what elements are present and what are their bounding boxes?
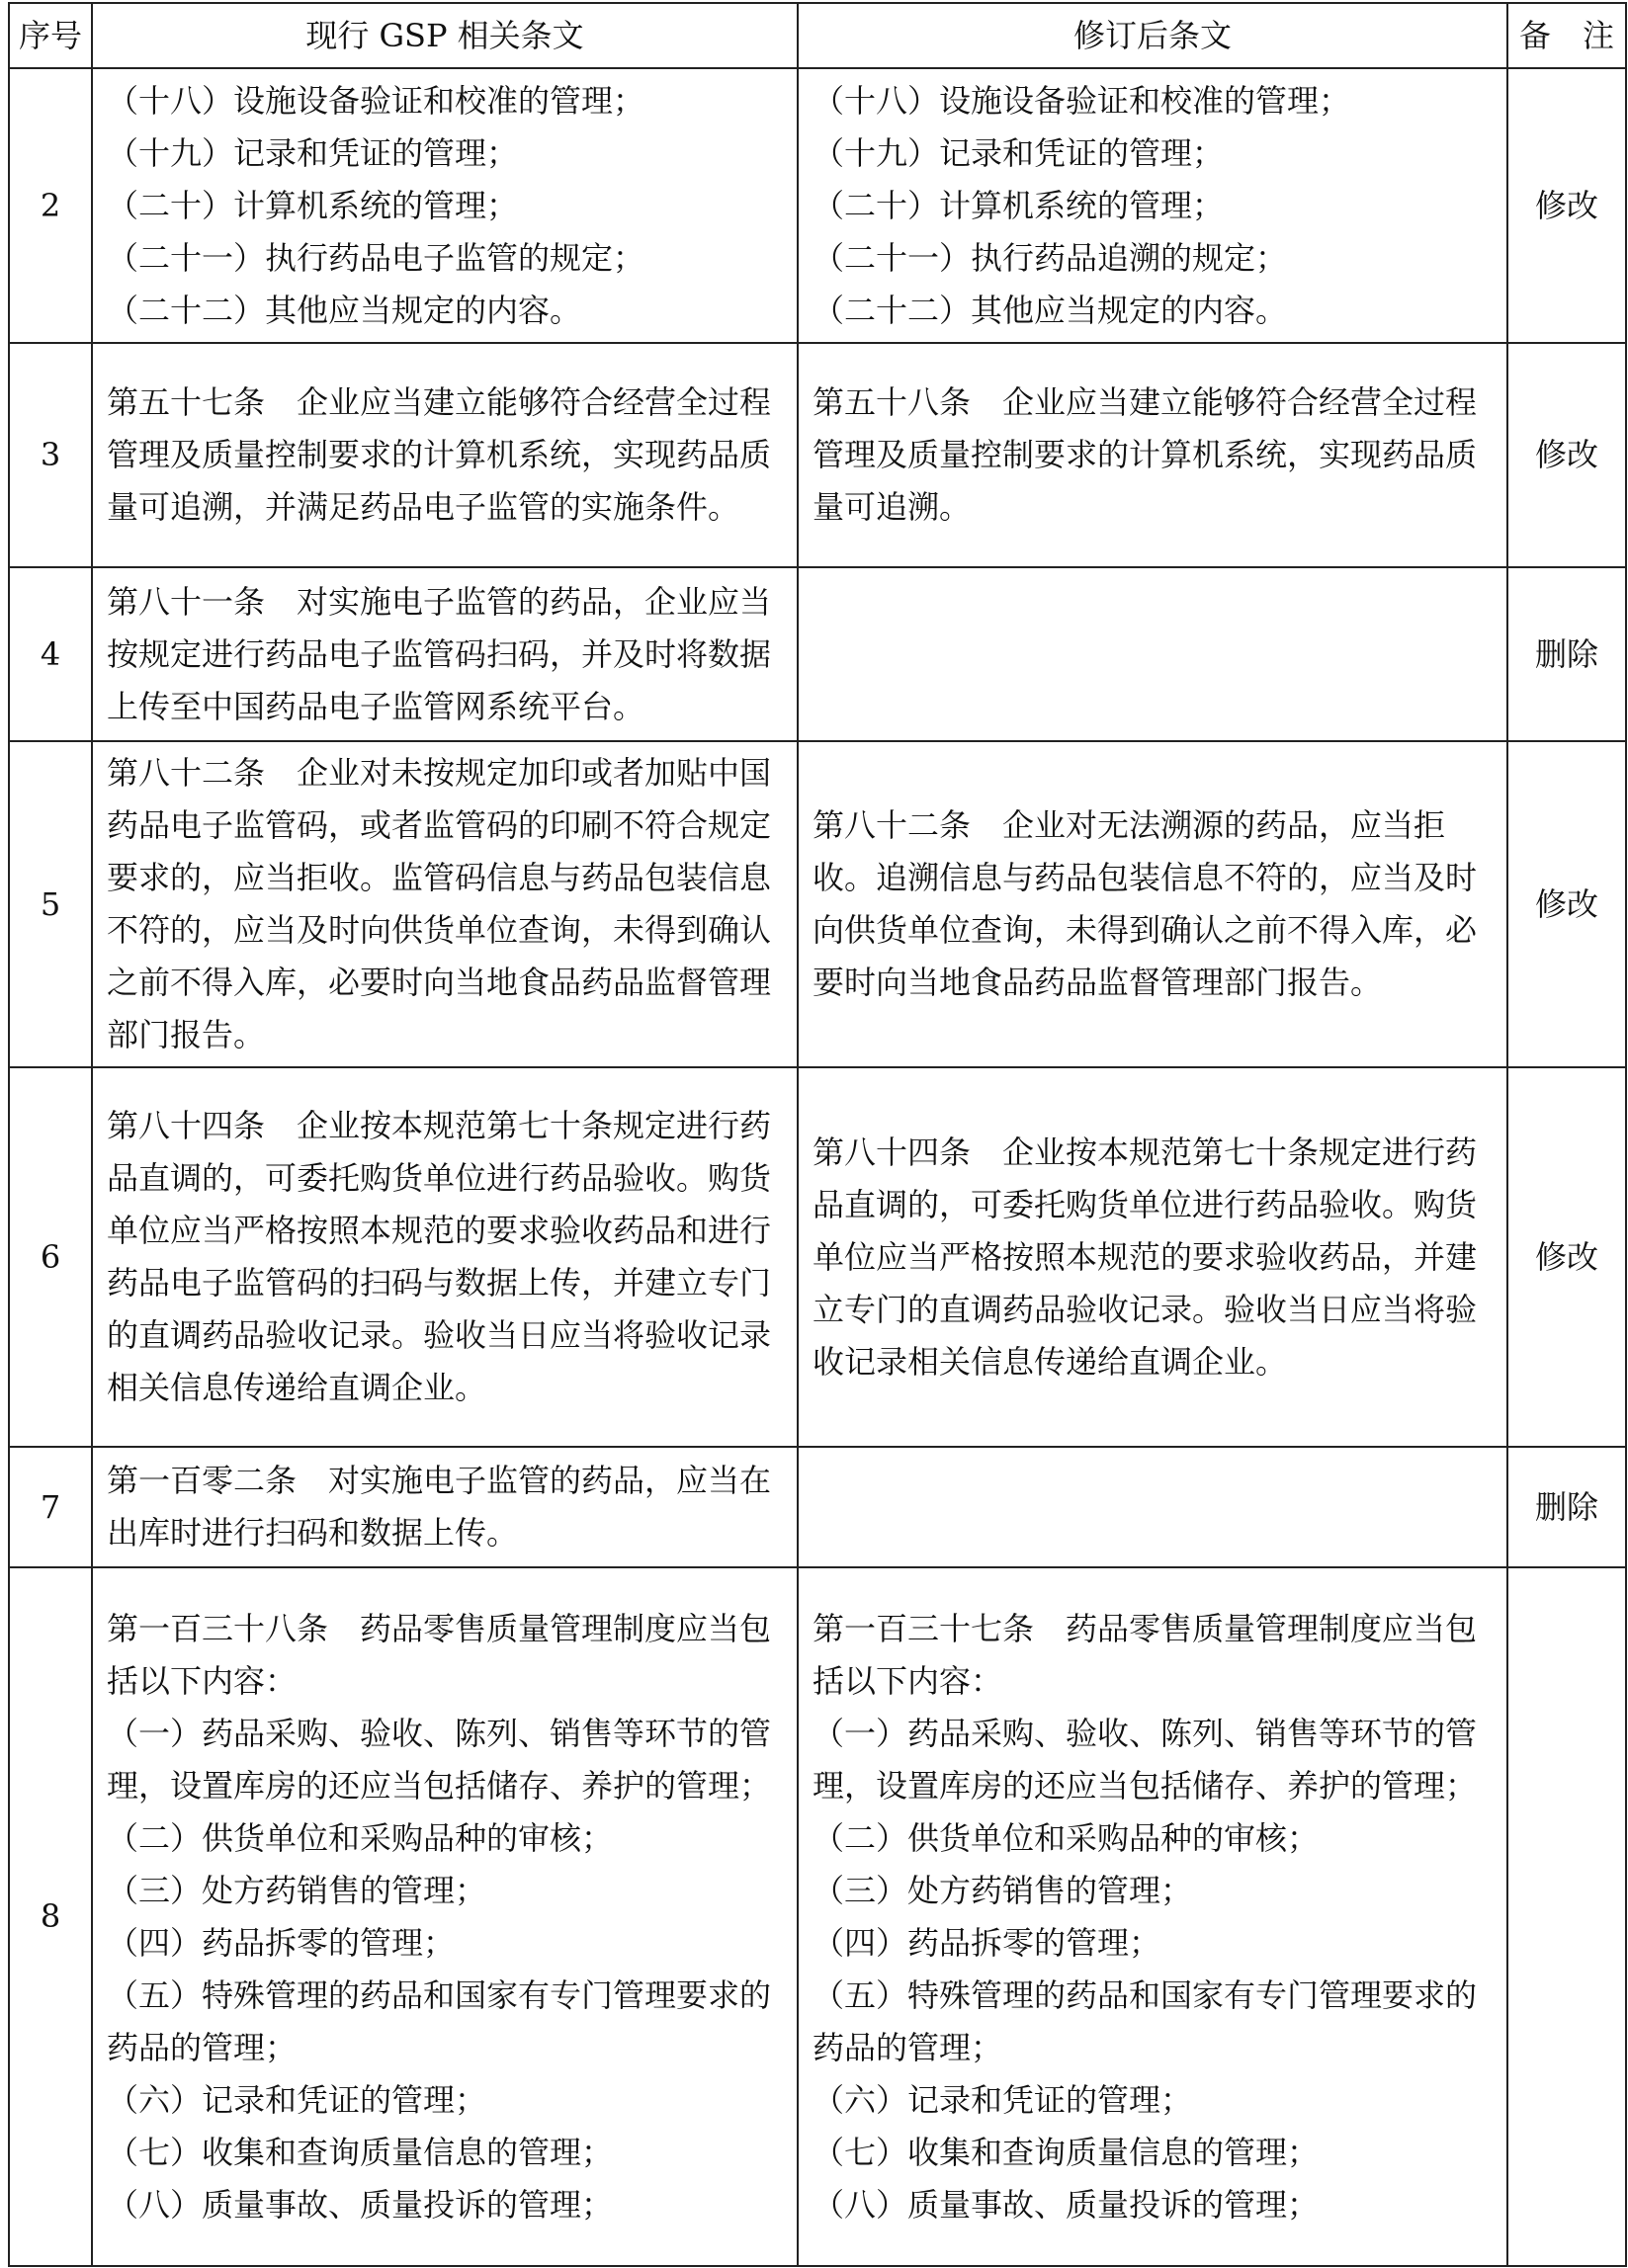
revised-text: （十八）设施设备验证和校准的管理； （十九）记录和凭证的管理； （二十）计算机系统的管理； （二十一）执行药品追溯的规定； （二十二）其他应当规定的内容。 [813,81,1351,329]
row-number: 6 [9,1067,92,1447]
table-row [9,1567,1626,2266]
revised-text: 第八十四条 企业按本规范第七十条规定进行药品直调的，可委托购货单位进行药品验收。购货单位应当严格按照本规范的要求验收药品，并建立专门的直调药品验收记录。验收当日应当将验收记录相关信息传递给直调企业。 [813,1133,1478,1381]
remark-cell: 删除 [1507,1447,1626,1567]
header-revised-text: 修订后条文 [798,3,1507,68]
current-text: （十八）设施设备验证和校准的管理； （十九）记录和凭证的管理； （二十）计算机系统的管理； （二十一）执行药品电子监管的规定； （二十二）其他应当规定的内容。 [107,81,645,329]
row-number: 5 [9,741,92,1067]
gsp-comparison-table [8,2,1627,2267]
current-text: 第一百零二条 对实施电子监管的药品，应当在出库时进行扫码和数据上传。 [107,1462,772,1552]
row-number: 3 [9,343,92,567]
table-row [9,1447,1626,1567]
revised-text: 第八十二条 企业对无法溯源的药品，应当拒收。追溯信息与药品包装信息不符的，应当及时向供货单位查询，未得到确认之前不得入库，必要时向当地食品药品监督管理部门报告。 [813,806,1478,1001]
table-row [9,68,1626,343]
remark-cell [1507,1567,1626,2266]
header-current-text: 现行 GSP 相关条文 [92,3,798,68]
current-text-cell [92,741,798,1067]
current-text-cell [92,567,798,741]
row-number: 7 [9,1447,92,1567]
revised-text-cell [798,68,1507,343]
table-row [9,1067,1626,1447]
current-text: 第八十四条 企业按本规范第七十条规定进行药品直调的，可委托购货单位进行药品验收。购货单位应当严格按照本规范的要求验收药品和进行药品电子监管码的扫码与数据上传，并建立专门的直调药品验收记录。验收当日应当将验收记录相关信息传递给直调企业。 [107,1107,772,1406]
revised-text-cell [798,1067,1507,1447]
header-remark: 备 注 [1507,3,1626,68]
header-no: 序号 [9,3,92,68]
table-row [9,343,1626,567]
current-text-cell [92,343,798,567]
table-row [9,741,1626,1067]
revised-text-cell [798,1447,1507,1567]
current-text: 第一百三十八条 药品零售质量管理制度应当包括以下内容： （一）药品采购、验收、陈列、销售等环节的管理，设置库房的还应当包括储存、养护的管理； （二）供货单位和采购品种的审核； （三）处方药销售的管理； （四）药品拆零的管理； （五）特殊管理的药品和国家有专门管理要求的药品的管理； （六）记录和凭证的管理； （七）收集和查询质量信息的管理； （八）质量事故、质量投诉的管理； [107,1609,772,2224]
revised-text-cell [798,1567,1507,2266]
row-number: 2 [9,68,92,343]
revised-text: 第一百三十七条 药品零售质量管理制度应当包括以下内容： （一）药品采购、验收、陈列、销售等环节的管理，设置库房的还应当包括储存、养护的管理； （二）供货单位和采购品种的审核； （三）处方药销售的管理； （四）药品拆零的管理； （五）特殊管理的药品和国家有专门管理要求的药品的管理； （六）记录和凭证的管理； （七）收集和查询质量信息的管理； （八）质量事故、质量投诉的管理； [813,1609,1478,2224]
table-header-row [9,3,1626,68]
revised-text-cell [798,741,1507,1067]
remark-cell: 修改 [1507,741,1626,1067]
remark-cell: 删除 [1507,567,1626,741]
row-number: 4 [9,567,92,741]
current-text-cell [92,1447,798,1567]
revised-text: 第五十八条 企业应当建立能够符合经营全过程管理及质量控制要求的计算机系统，实现药品质量可追溯。 [813,383,1478,526]
remark-cell: 修改 [1507,343,1626,567]
remark-cell: 修改 [1507,68,1626,343]
current-text-cell [92,68,798,343]
revised-text-cell [798,567,1507,741]
current-text-cell [92,1567,798,2266]
current-text: 第八十一条 对实施电子监管的药品，企业应当按规定进行药品电子监管码扫码，并及时将数据上传至中国药品电子监管网系统平台。 [107,582,772,725]
remark-cell: 修改 [1507,1067,1626,1447]
current-text: 第五十七条 企业应当建立能够符合经营全过程管理及质量控制要求的计算机系统，实现药品质量可追溯，并满足药品电子监管的实施条件。 [107,383,772,526]
current-text: 第八十二条 企业对未按规定加印或者加贴中国药品电子监管码，或者监管码的印刷不符合规定要求的，应当拒收。监管码信息与药品包装信息不符的，应当及时向供货单位查询，未得到确认之前不得入库，必要时向当地食品药品监督管理部门报告。 [107,754,772,1053]
row-number: 8 [9,1567,92,2266]
current-text-cell [92,1067,798,1447]
table-row [9,567,1626,741]
revised-text-cell [798,343,1507,567]
